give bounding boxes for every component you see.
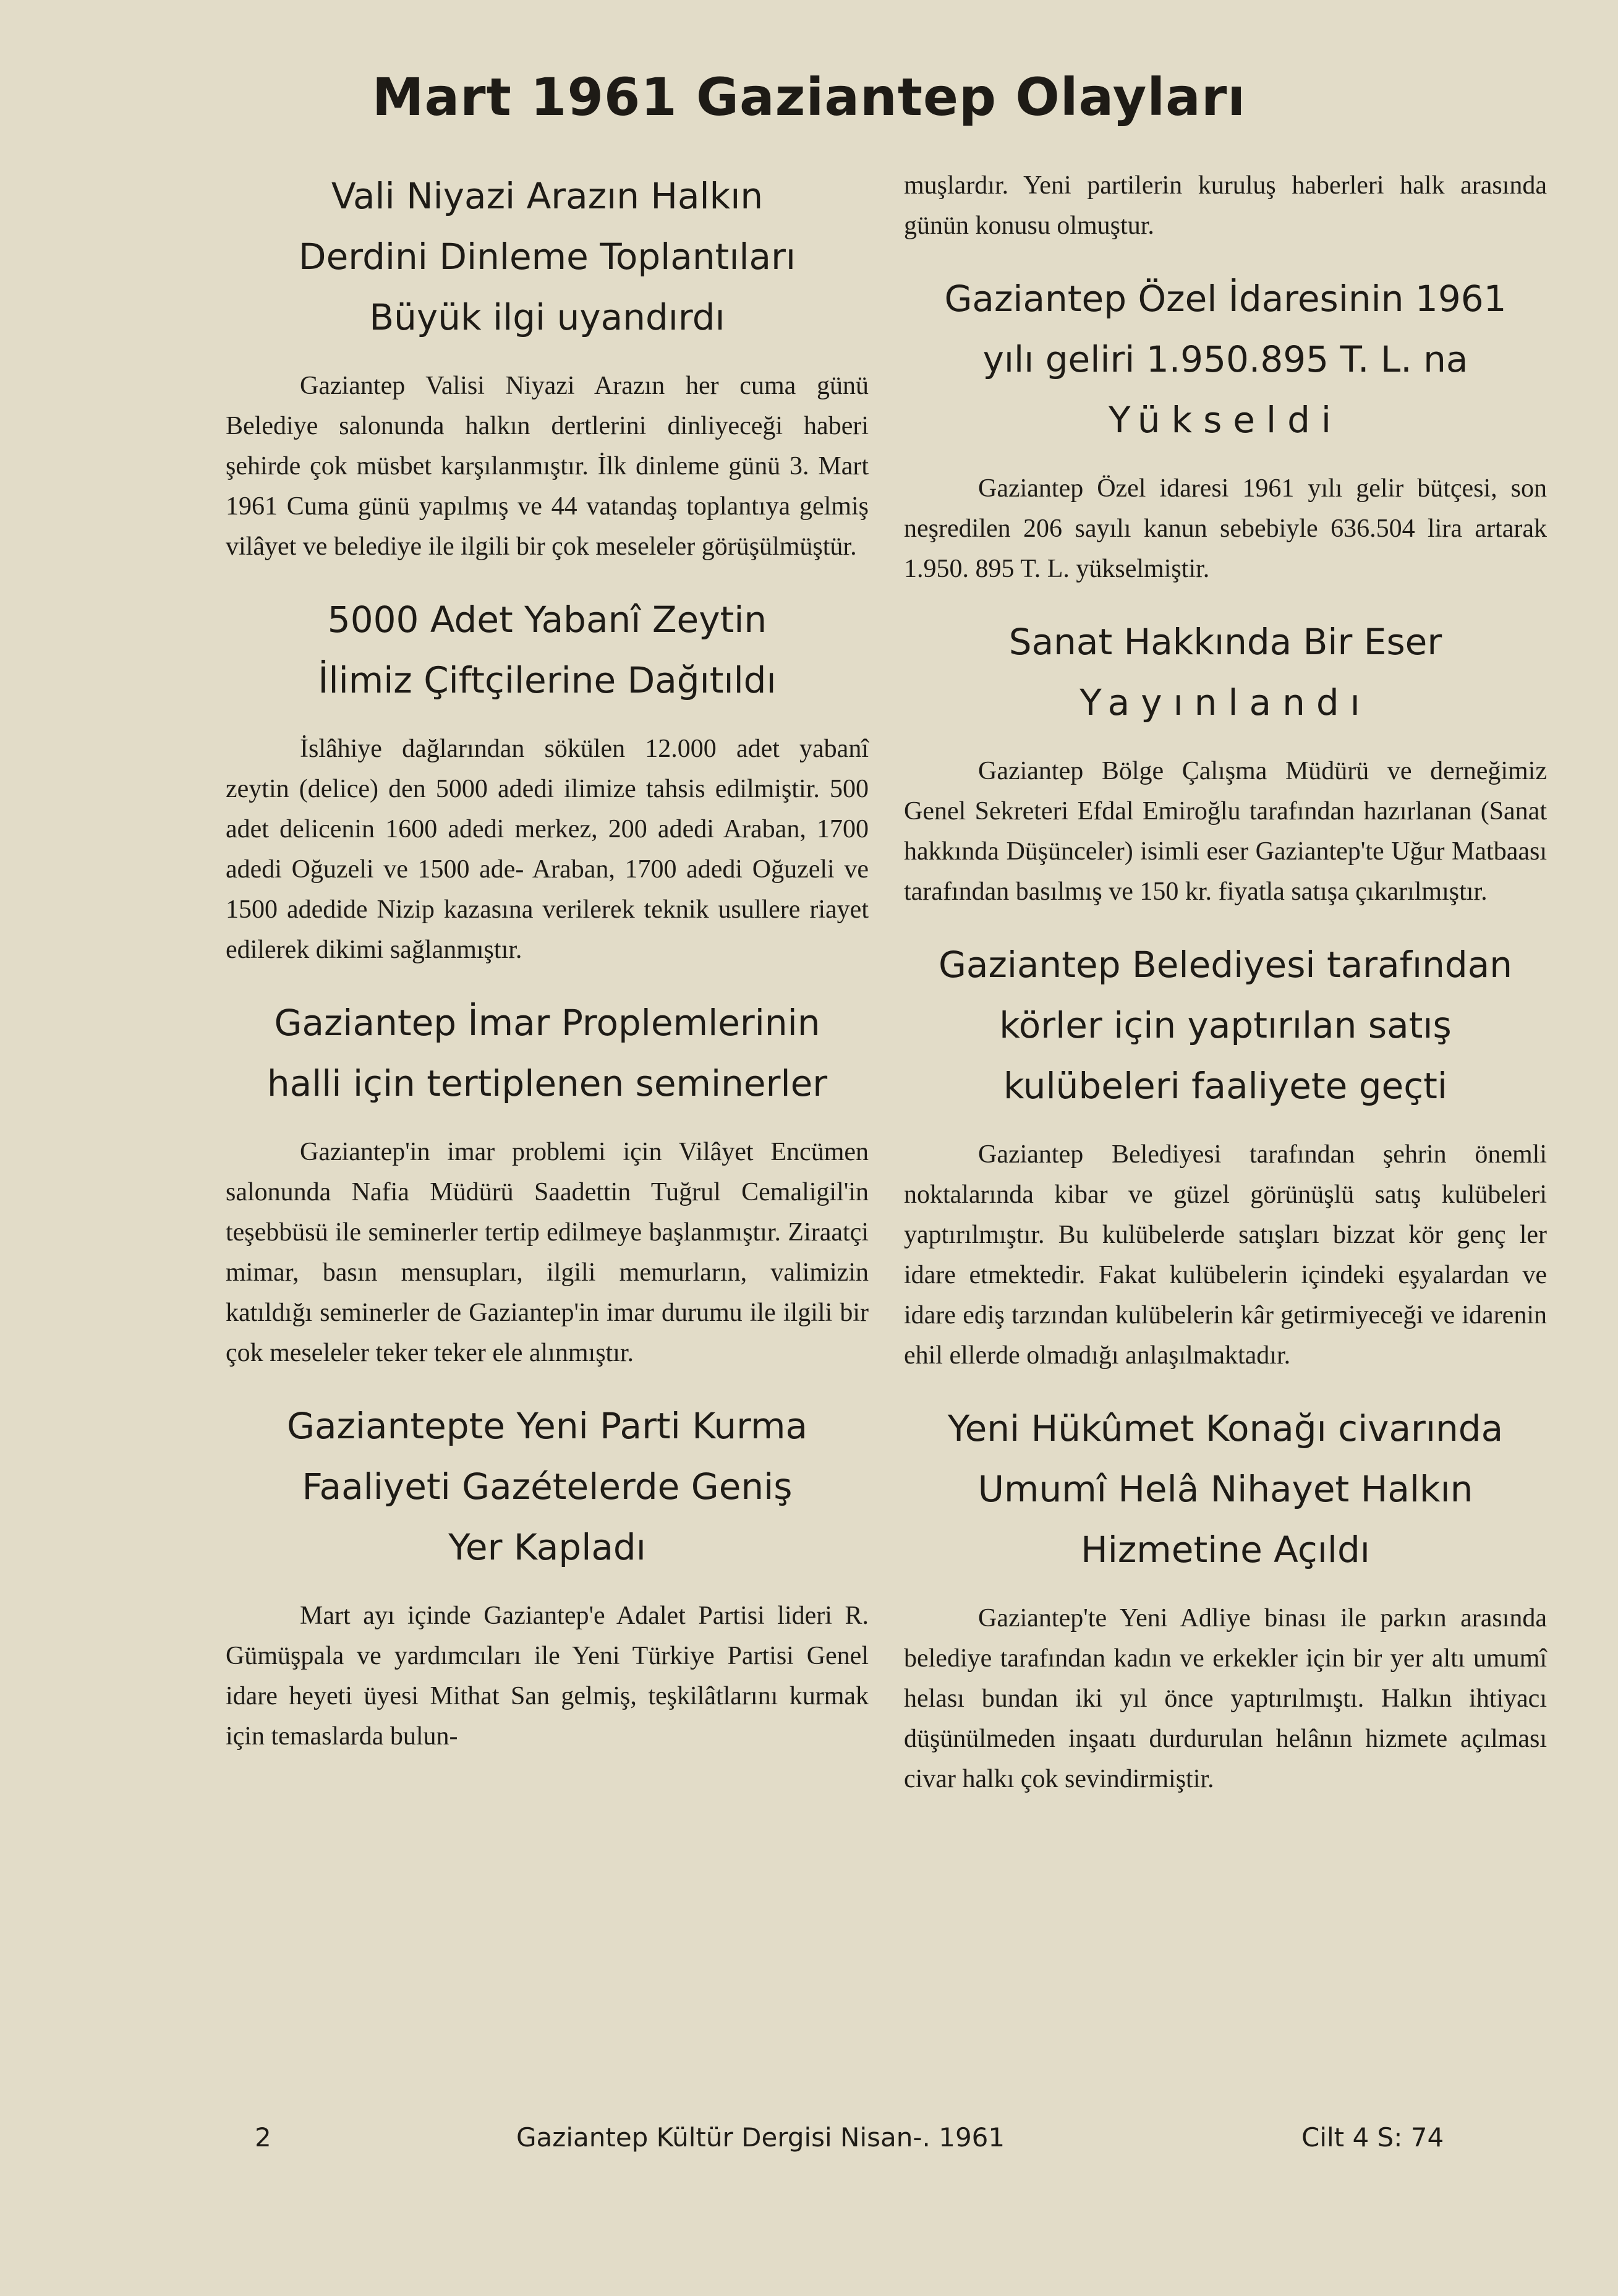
article-sanat-eser xyxy=(904,612,1547,912)
article-headline: 5000 Adet Yabanî Zeytin İlimiz Çiftçilerine Dağıtıldı xyxy=(318,599,777,701)
article-body: Mart ayı içinde Gaziantep'e Adalet Partisi lideri R. Gümüşpala ve yardımcıları ile Yeni Türkiye Partisi Genel idare heyeti üyesi Mithat San gelmiş, teşkilâtlarını kurmak için temaslarda bulun- xyxy=(226,1602,869,1751)
volume-issue: Cilt 4 S: 74 xyxy=(1301,2122,1444,2153)
article-headline: Yeni Hükûmet Konağı civarında Umumî Helâ Nihayet Halkın Hizmetine Açıldı xyxy=(947,1407,1504,1571)
article-headline: Sanat Hakkında Bir Eser Yayınlandı xyxy=(1008,621,1442,723)
article-vali-dinleme xyxy=(226,166,869,567)
article-headline: Vali Niyazi Arazın Halkın Derdini Dinleme Toplantıları Büyük ilgi uyandırdı xyxy=(298,175,796,338)
article-body: Gaziantep Belediyesi tarafından şehrin önemli noktalarında kibar ve güzel görünüşlü satış kulübeleri yaptırılmıştır. Bu kulübelerde satışları bizzat kör genç ler idare etmektedir. Fakat kulübelerin içindeki eşyalardan ve idare ediş tarzından kulübelerin kâr getirmiyeceği ve idarenin ehil ellerde olmadığı anlaşılmaktadır. xyxy=(904,1140,1547,1370)
page-title: Mart 1961 Gaziantep Olayları xyxy=(372,67,1246,127)
left-column xyxy=(226,166,869,1779)
right-column xyxy=(904,166,1547,1822)
article-yabani-zeytin xyxy=(226,589,869,970)
article-headline: Gaziantep Özel İdaresinin 1961 yılı geliri 1.950.895 T. L. na Yükseldi xyxy=(944,278,1507,441)
article-body: Gaziantep Özel idaresi 1961 yılı gelir bütçesi, son neşredilen 206 sayılı kanun sebebiyle 636.504 lira artarak 1.950. 895 T. L. yükselmiştir. xyxy=(904,474,1547,583)
article-umumi-hela xyxy=(904,1398,1547,1799)
article-body: Gaziantep'in imar problemi için Vilâyet Encümen salonunda Nafia Müdürü Saadettin Tuğrul Cemaligil'in teşebbüsü ile seminerler tertip edilmeye başlanmıştır. Ziraatçi mimar, basın mensupları, ilgili memurların, valimizin katıldığı seminerler de Gaziantep'in imar durumu ile ilgili bir çok meseleler teker teker ele alınmıştır. xyxy=(226,1138,869,1367)
article-body: İslâhiye dağlarından sökülen 12.000 adet yabanî zeytin (delice) den 5000 adedi ilimize tahsis edilmiştir. 500 adet delicenin 1600 adedi merkez, 200 adedi Araban, 1700 adedi Oğuzeli ve 1500 ade- Araban, 1700 adedi Oğuzeli ve 1500 adedide Nizip kazasına verilerek teknik usullere riayet edilerek dikimi sağlanmıştır. xyxy=(226,735,869,964)
page-number: 2 xyxy=(255,2122,271,2153)
page-footer xyxy=(0,2122,1618,2166)
article-headline: Gaziantep Belediyesi tarafından körler için yaptırılan satış kulübeleri faaliyete geçti xyxy=(938,944,1513,1107)
article-imar-seminer xyxy=(226,992,869,1373)
article-body: Gaziantep Valisi Niyazi Arazın her cuma günü Belediye salonunda halkın dertlerini dinliyeceği haberi şehirde çok müsbet karşılanmıştır. İlk dinleme günü 3. Mart 1961 Cuma günü yapılmış ve 44 vatandaş toplantıya gelmiş vilâyet ve belediye ile ilgili bir çok meseleler görüşülmüştür. xyxy=(226,372,869,561)
article-satis-kulubeleri xyxy=(904,934,1547,1376)
article-headline: Gaziantepte Yeni Parti Kurma Faaliyeti Gazételerde Geniş Yer Kapladı xyxy=(287,1405,807,1568)
article-body: Gaziantep Bölge Çalışma Müdürü ve derneğimiz Genel Sekreteri Efdal Emiroğlu tarafından hazırlanan (Sanat hakkında Düşünceler) isimli eser Gaziantep'te Uğur Matbaası tarafından basılmış ve 150 kr. fiyatla satışa çıkarılmıştır. xyxy=(904,757,1547,906)
article-body-continuation: muşlardır. Yeni partilerin kuruluş haberleri halk arasında günün konusu olmuştur. xyxy=(904,171,1547,240)
article-body: Gaziantep'te Yeni Adliye binası ile parkın arasında belediye tarafından kadın ve erkekler için bir yer altı umumî helası bundan iki yıl önce yaptırılmıştı. Halkın ihtiyacı düşünülmeden inşaatı durdurulan helânın hizmete açılması civar halkı çok sevindirmiştir. xyxy=(904,1604,1547,1793)
journal-name: Gaziantep Kültür Dergisi Nisan-. 1961 xyxy=(516,2122,1005,2153)
article-yeni-parti xyxy=(226,1396,869,1757)
article-yeni-parti-continued xyxy=(904,166,1547,246)
article-ozel-idare xyxy=(904,268,1547,589)
article-headline: Gaziantep İmar Proplemlerinin halli için tertiplenen seminerler xyxy=(266,1002,828,1104)
